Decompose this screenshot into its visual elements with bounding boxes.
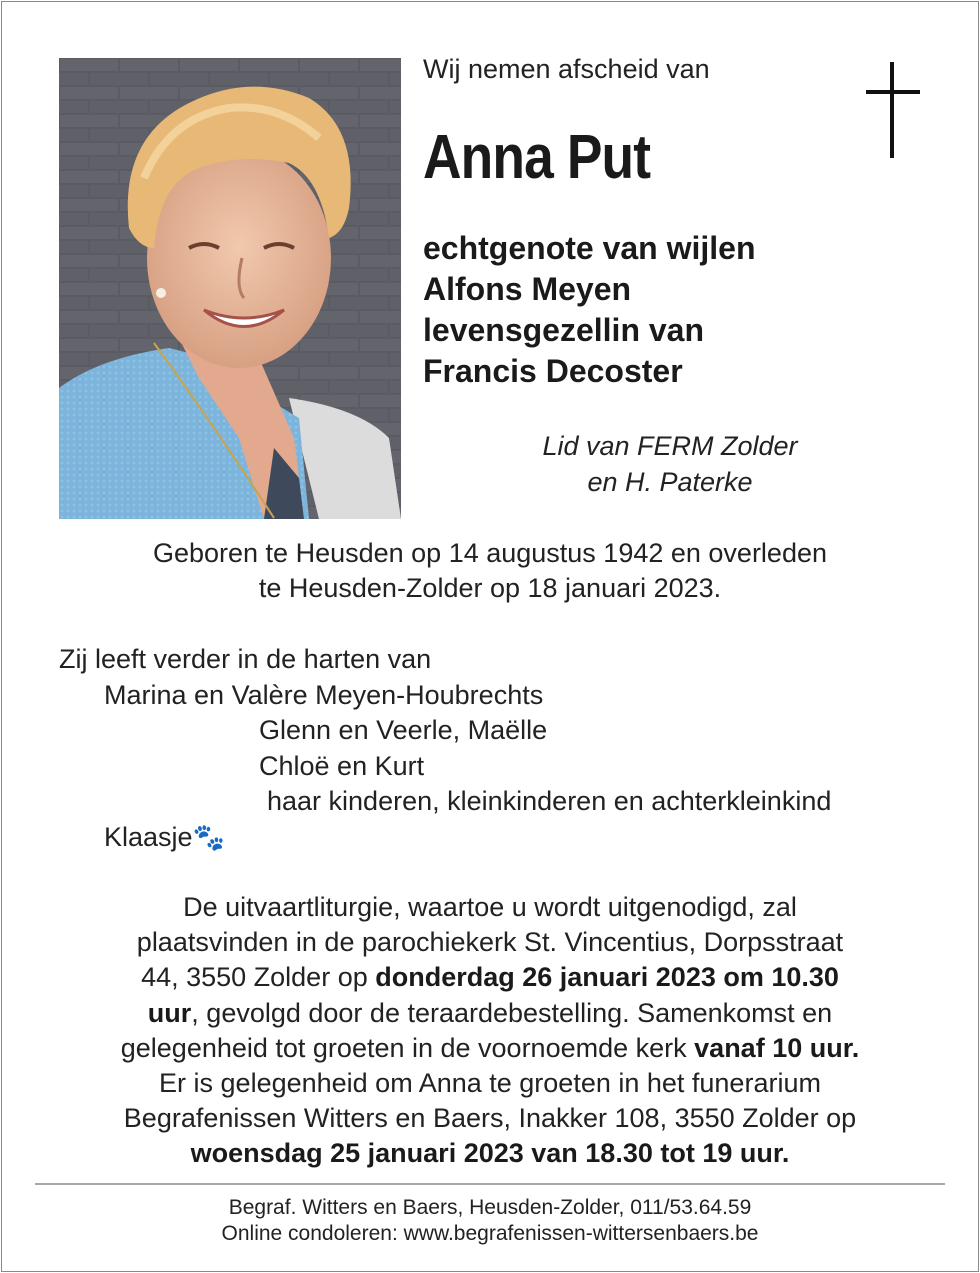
funeral-service-text [40, 890, 940, 1172]
death-line: te Heusden-Zolder op 18 januari 2023. [258, 573, 722, 603]
portrait-illustration [59, 58, 401, 519]
divider [35, 1183, 945, 1185]
relation-line: Alfons Meyen [423, 271, 632, 307]
service-line: De uitvaartliturgie, waartoe u wordt uitgenodigd, zal [183, 892, 797, 922]
relation-line: levensgezellin van [423, 312, 705, 348]
funeral-home-contact: Begraf. Witters en Baers, Heusden-Zolder, 011/53.64.59 [228, 1196, 752, 1219]
service-line: gelegenheid tot groeten in de voornoemde kerk vanaf 10 uur. [120, 1032, 860, 1063]
survivor-line: haar kinderen, kleinkinderen en achterkleinkind [267, 786, 832, 816]
intro-text: Wij nemen afscheid van [423, 54, 710, 84]
service-date: donderdag 26 januari 2023 om 10.30 [375, 962, 839, 993]
relation-line: Francis Decoster [423, 353, 683, 389]
service-line: Begrafenissen Witters en Baers, Inakker 108, 3550 Zolder op [123, 1103, 857, 1134]
survivor-line: Glenn en Veerle, Maëlle [259, 715, 548, 745]
visitation-time: woensdag 25 januari 2023 van 18.30 tot 19 uur. [190, 1138, 790, 1169]
membership [490, 428, 850, 500]
survivor-line: Marina en Valère Meyen-Houbrechts [104, 679, 544, 710]
birth-line: Geboren te Heusden op 14 augustus 1942 en overleden [152, 538, 827, 568]
paw-icon: 🐾 [192, 821, 225, 852]
online-condolences: Online condoleren: www.begrafenissen-wittersenbaers.be [221, 1222, 759, 1245]
membership-line: Lid van FERM Zolder [542, 431, 798, 461]
service-line: 44, 3550 Zolder op donderdag 26 januari 2023 om 10.30 [141, 962, 839, 993]
survivors [59, 642, 831, 855]
pet-name: Klaasje [104, 821, 193, 852]
relations [423, 228, 756, 392]
birth-death-text [40, 536, 940, 606]
pet-line [59, 820, 831, 856]
cross-icon [863, 60, 923, 160]
service-line: Er is gelegenheid om Anna te groeten in het funerarium [159, 1068, 821, 1099]
membership-line: en H. Paterke [587, 467, 753, 497]
footer [40, 1195, 940, 1247]
service-line: uur, gevolgd door de teraardebestelling. Samenkomst en [147, 997, 833, 1028]
survivors-heading: Zij leeft verder in de harten van [59, 644, 432, 674]
portrait-photo [59, 58, 401, 519]
gathering-time: vanaf 10 uur. [694, 1032, 860, 1063]
survivor-line: Chloë en Kurt [259, 750, 425, 781]
relation-line: echtgenote van wijlen [423, 230, 756, 266]
deceased-name: Anna Put [423, 123, 651, 192]
service-line: plaatsvinden in de parochiekerk St. Vincentius, Dorpsstraat [136, 927, 844, 958]
